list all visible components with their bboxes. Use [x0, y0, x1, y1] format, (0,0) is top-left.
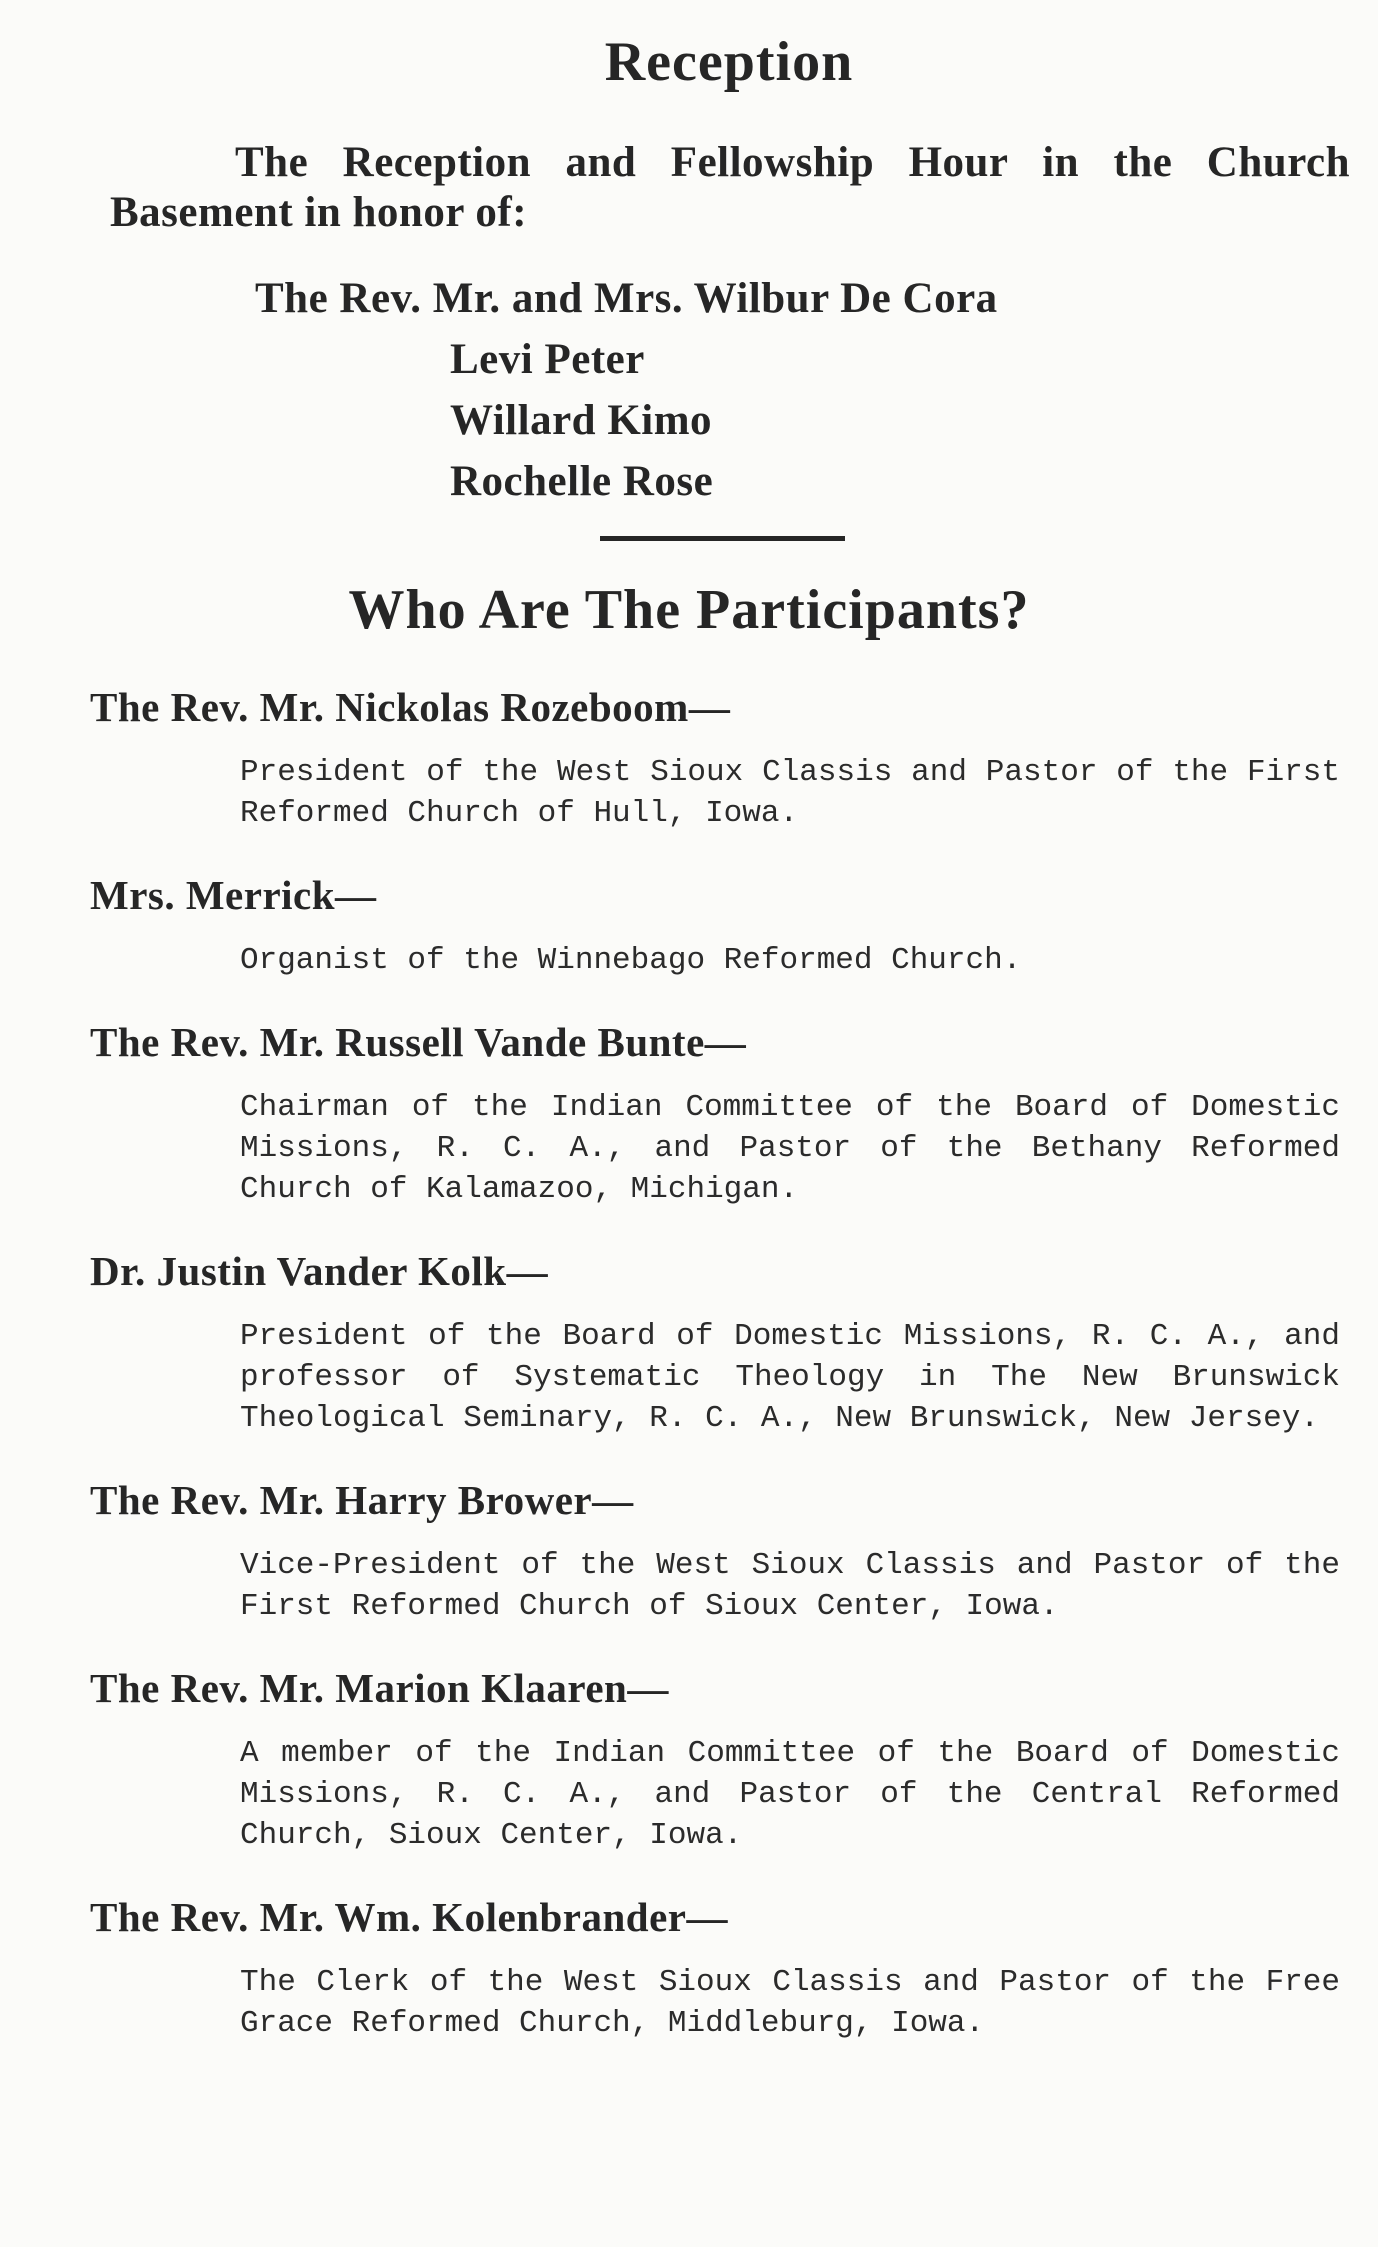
participant-entry [90, 1244, 1340, 1439]
participant-name: The Rev. Mr. Wm. Kolenbrander— [90, 1894, 728, 1940]
participant-entry [90, 1890, 1340, 2044]
participant-name: Dr. Justin Vander Kolk— [90, 1248, 549, 1294]
reception-intro [110, 138, 1350, 238]
participant-description: Organist of the Winnebago Reformed Church. [240, 943, 1022, 978]
honoree: Willard Kimo [450, 397, 713, 444]
participant-name: The Rev. Mr. Nickolas Rozeboom— [90, 684, 731, 730]
participant-entry [90, 1661, 1340, 1856]
participant-entry [90, 1473, 1340, 1627]
participant-description: President of the West Sioux Classis and Pastor of the First Reformed Church of Hull, Iowa. [240, 755, 1340, 831]
participant-entry [90, 1015, 1340, 1210]
participant-description: A member of the Indian Committee of the Board of Domestic Missions, R. C. A., and Pastor of the Central Reformed Church, Sioux Center, Iowa. [240, 1736, 1340, 1853]
section-divider [600, 536, 845, 541]
participant-entry [90, 680, 1340, 834]
participant-list [90, 680, 1340, 2078]
reception-intro-line-2: Basement in honor of: [110, 189, 528, 236]
participant-name: The Rev. Mr. Russell Vande Bunte— [90, 1019, 747, 1065]
participant-description: Vice-President of the West Sioux Classis and Pastor of the First Reformed Church of Sioux Center, Iowa. [240, 1548, 1340, 1624]
participant-description: President of the Board of Domestic Missions, R. C. A., and professor of Systematic Theology in The New Brunswick Theological Seminary, R. C. A., New Brunswick, New Jersey. [240, 1319, 1340, 1436]
reception-intro-line-1: The Reception and Fellowship Hour in the Church [235, 139, 1350, 186]
honoree: The Rev. Mr. and Mrs. Wilbur De Cora [255, 275, 998, 322]
participant-entry [90, 868, 1340, 981]
participant-description: The Clerk of the West Sioux Classis and Pastor of the Free Grace Reformed Church, Middleburg, Iowa. [240, 1965, 1340, 2041]
honoree: Levi Peter [450, 336, 645, 383]
participant-name: The Rev. Mr. Harry Brower— [90, 1477, 634, 1523]
reception-heading: Reception [604, 31, 854, 93]
participants-heading: Who Are The Participants? [348, 579, 1030, 641]
honoree: Rochelle Rose [450, 458, 714, 505]
honoree-list [255, 268, 998, 512]
participant-name: Mrs. Merrick— [90, 872, 377, 918]
participant-description: Chairman of the Indian Committee of the Board of Domestic Missions, R. C. A., and Pastor of the Bethany Reformed Church of Kalamazoo, Michigan. [240, 1090, 1340, 1207]
participant-name: The Rev. Mr. Marion Klaaren— [90, 1665, 669, 1711]
